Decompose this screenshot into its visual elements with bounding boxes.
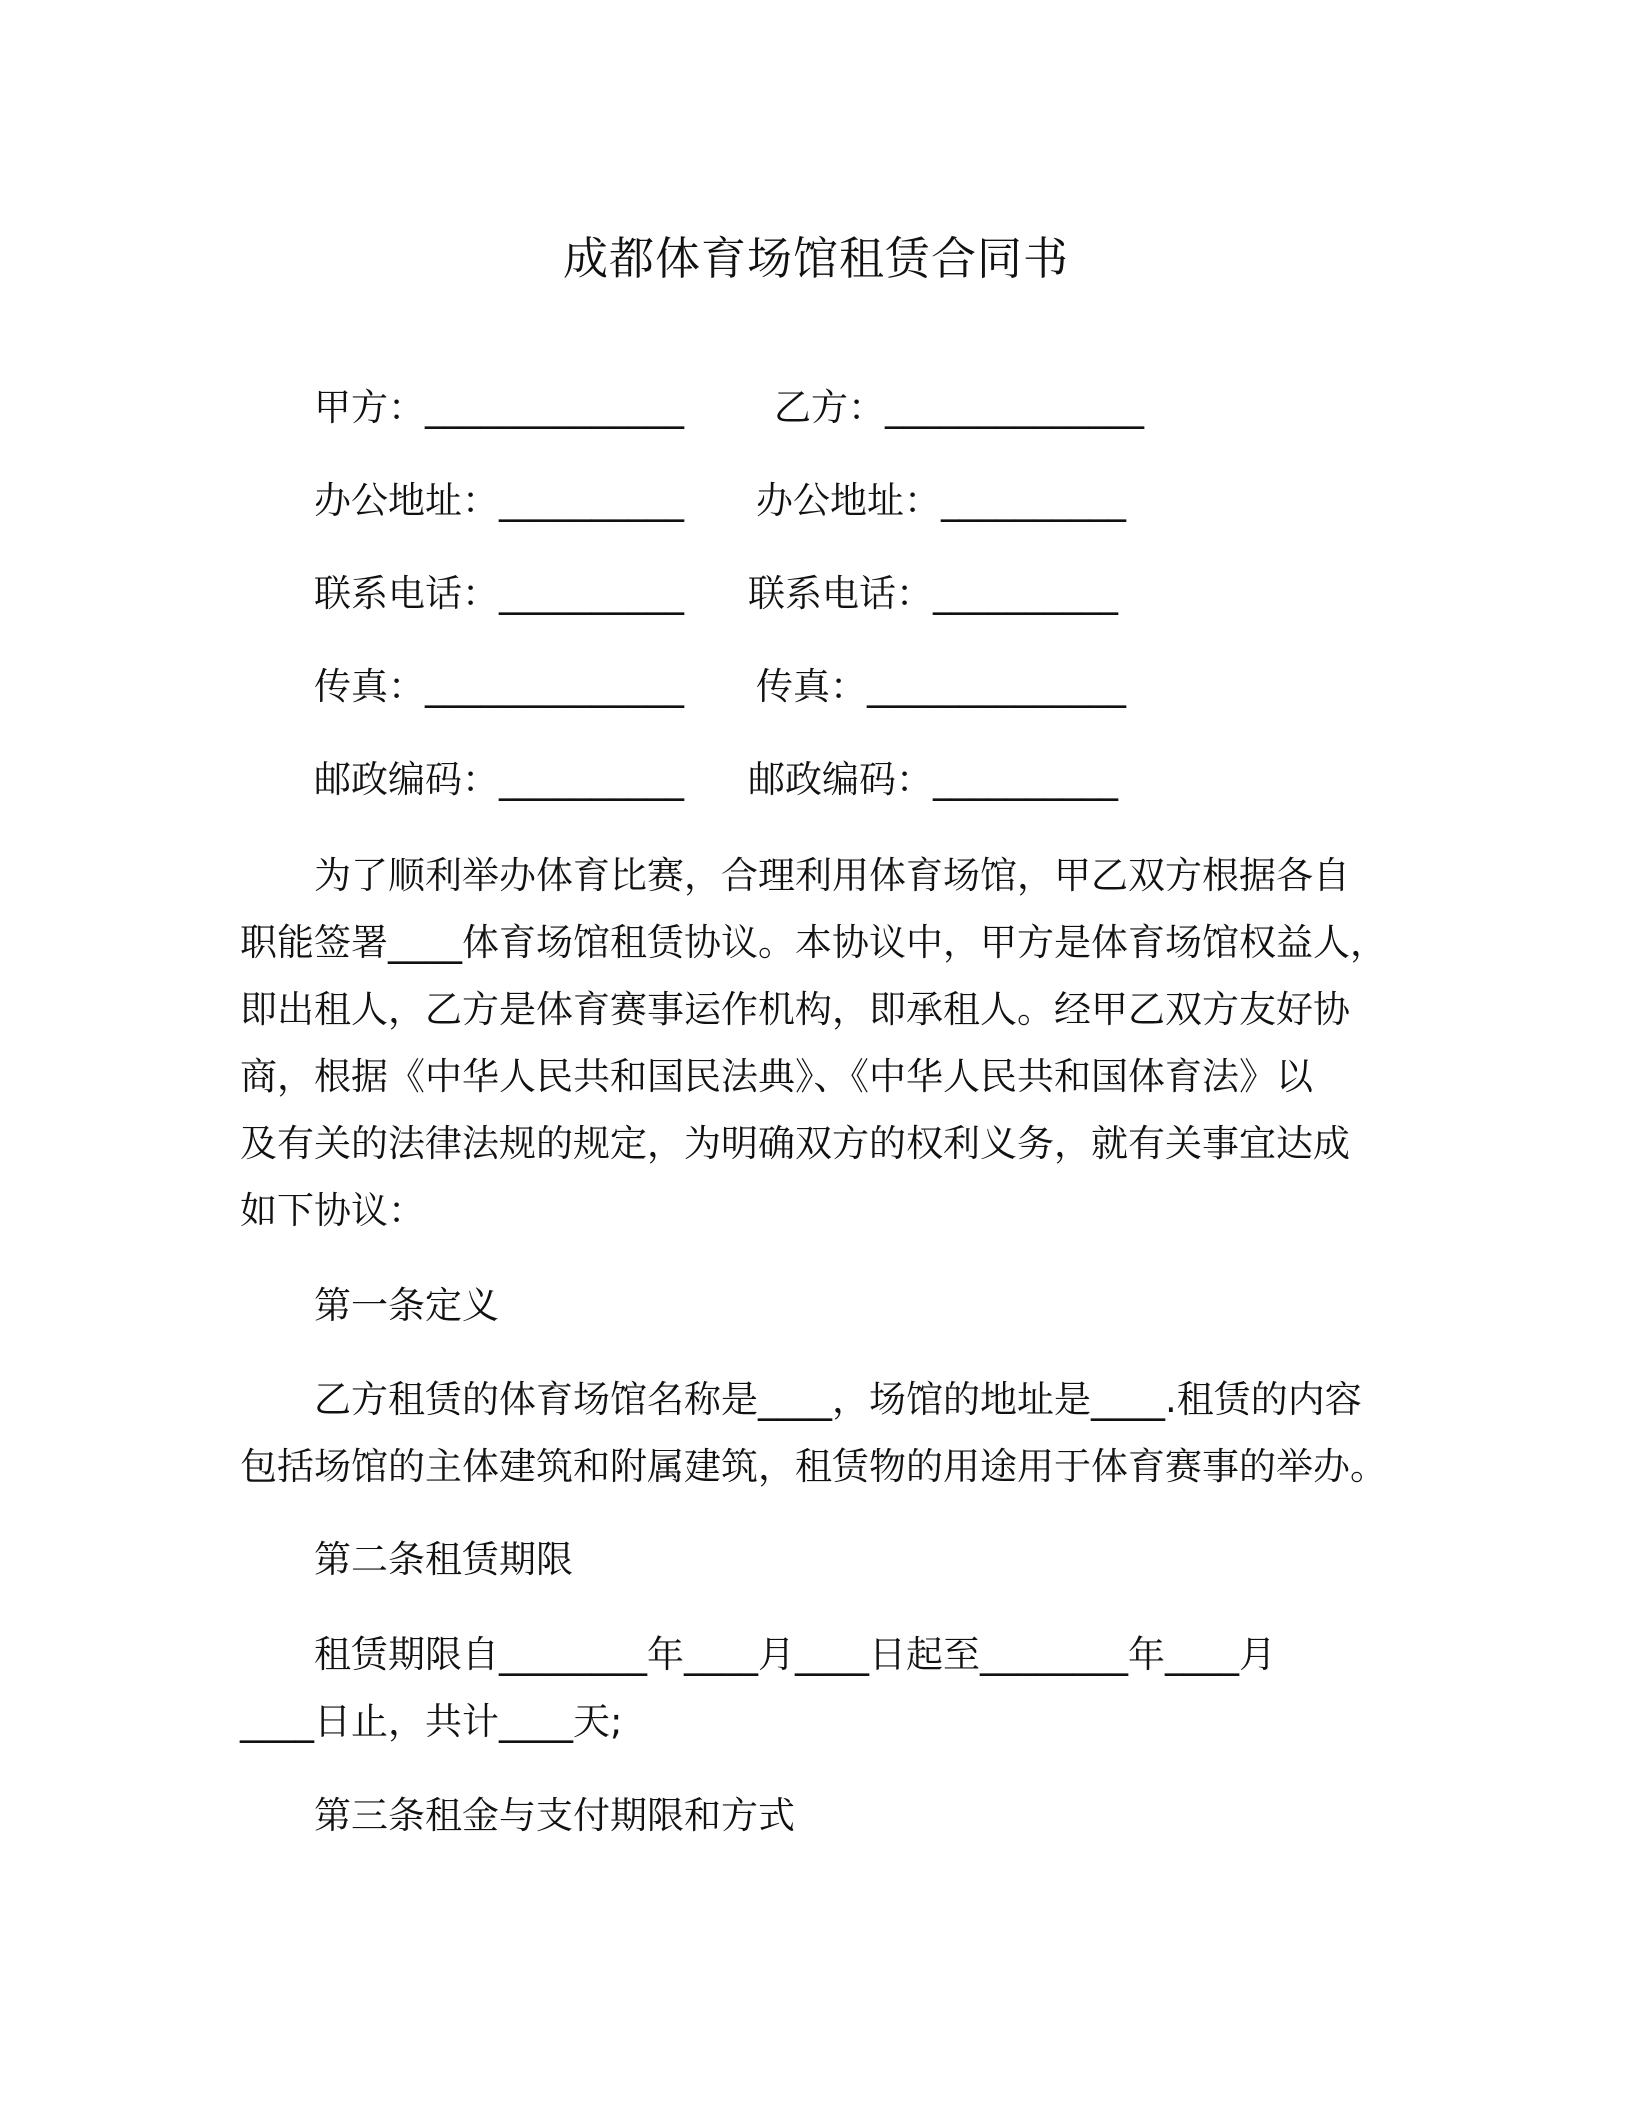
a-address-field: 办公地址：__________ <box>314 479 684 522</box>
article1-line: 包括场馆的主体建筑和附属建筑，租赁物的用途用于体育赛事的举办。 <box>240 1445 1387 1488</box>
b-party-field: 乙方：______________ <box>774 386 1144 429</box>
article2-line: ____日止，共计____天; <box>240 1700 623 1743</box>
article2-line: 租赁期限自________年____月____日起至________年____月 <box>314 1633 1276 1676</box>
preamble-line: 商，根据《中华人民共和国民法典》、《中华人民共和国体育法》以 <box>240 1055 1313 1098</box>
a-fax-field: 传真：______________ <box>314 665 684 708</box>
b-fax-field: 传真：______________ <box>756 665 1126 708</box>
b-phone-field: 联系电话：__________ <box>748 572 1118 615</box>
a-party-field: 甲方：______________ <box>314 386 684 429</box>
document-title: 成都体育场馆租赁合同书 <box>562 232 1069 285</box>
a-postcode-field: 邮政编码：__________ <box>314 758 684 801</box>
article1-line: 乙方租赁的体育场馆名称是____，场馆的地址是____.租赁的内容 <box>314 1378 1362 1421</box>
preamble-line: 如下协议： <box>240 1189 425 1232</box>
preamble-line: 职能签署____体育场馆租赁协议。本协议中，甲方是体育场馆权益人， <box>240 921 1387 964</box>
a-phone-field: 联系电话：__________ <box>314 572 684 615</box>
b-postcode-field: 邮政编码：__________ <box>748 758 1118 801</box>
article1-heading: 第一条定义 <box>314 1284 499 1327</box>
article3-heading: 第三条租金与支付期限和方式 <box>314 1794 795 1837</box>
preamble-line: 及有关的法律法规的规定，为明确双方的权利义务，就有关事宜达成 <box>240 1122 1350 1165</box>
article2-heading: 第二条租赁期限 <box>314 1538 573 1581</box>
b-address-field: 办公地址：__________ <box>756 479 1126 522</box>
preamble-line: 为了顺利举办体育比赛，合理利用体育场馆，甲乙双方根据各自 <box>314 854 1350 897</box>
preamble-line: 即出租人，乙方是体育赛事运作机构，即承租人。经甲乙双方友好协 <box>240 988 1350 1031</box>
